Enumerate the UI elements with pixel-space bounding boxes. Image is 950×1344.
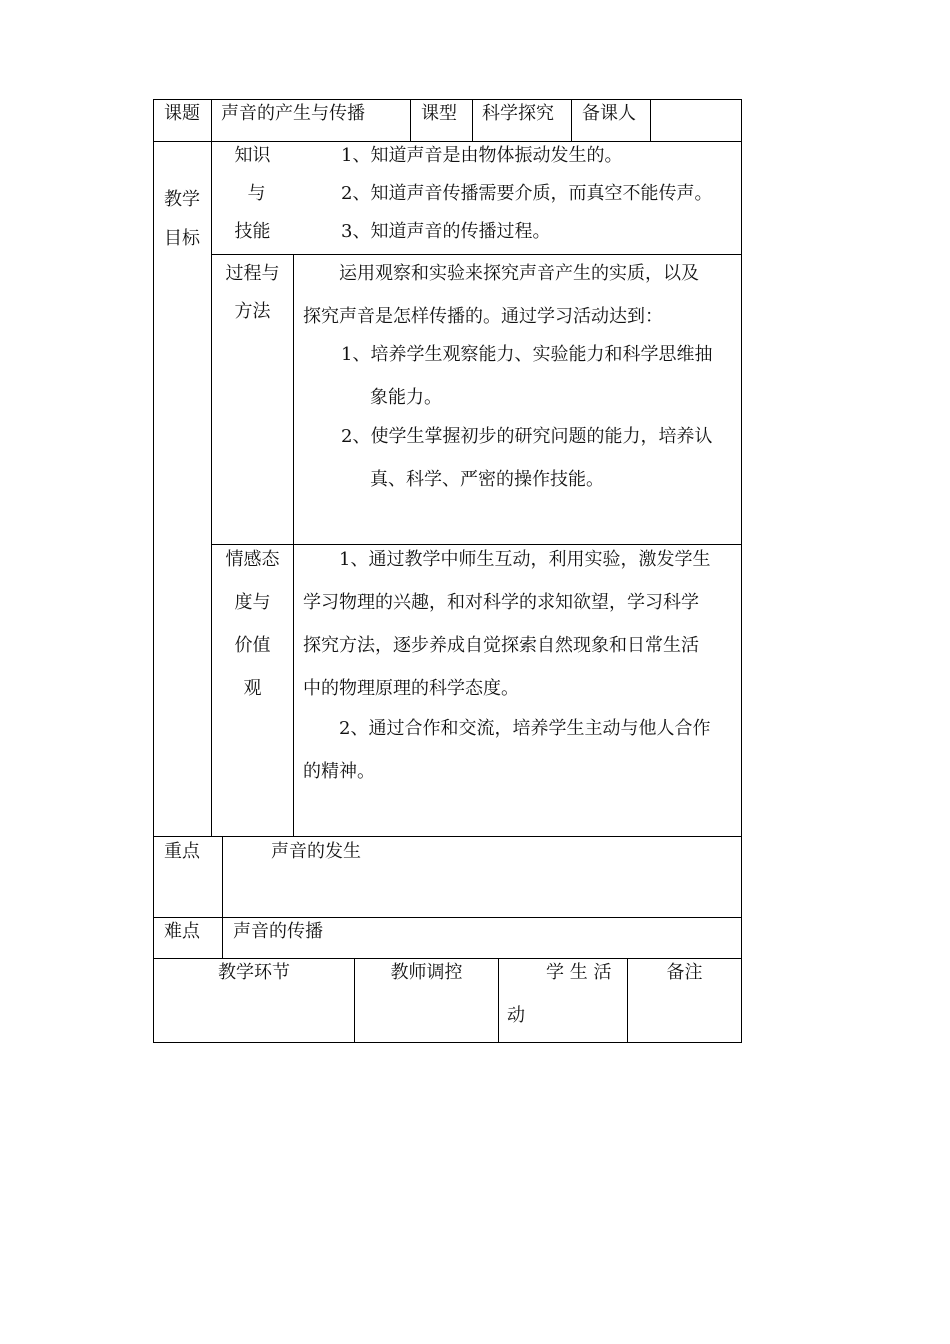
emotion-line: 2、通过合作和交流，培养学生主动与他人合作	[339, 718, 711, 739]
process-line: 1、培养学生观察能力、实验能力和科学思维抽	[341, 344, 713, 365]
emotion-label: 情感态	[225, 549, 280, 570]
col-divider	[222, 836, 223, 917]
knowledge-label: 知识	[234, 145, 271, 166]
steps-header-teaching-step: 教学环节	[218, 962, 290, 983]
process-label: 方法	[234, 301, 271, 322]
col-divider	[571, 99, 572, 141]
knowledge-item: 1、知道声音是由物体振动发生的。	[341, 145, 623, 166]
table-border-left	[153, 99, 154, 1043]
process-line: 真、科学、严密的操作技能。	[370, 469, 604, 490]
row-divider-knowledge	[211, 254, 742, 255]
col-divider	[472, 99, 473, 141]
topic-value: 声音的产生与传播	[221, 103, 365, 124]
table-border-right	[741, 99, 742, 1043]
col-divider	[222, 917, 223, 958]
col-divider	[211, 141, 212, 836]
goals-label-line1: 教学	[164, 189, 200, 210]
key-point-value: 声音的发生	[271, 841, 361, 862]
knowledge-item: 2、知道声音传播需要介质，而真空不能传声。	[341, 183, 713, 204]
type-label: 课型	[421, 103, 457, 124]
col-divider	[498, 958, 499, 1042]
emotion-line: 1、通过教学中师生互动，利用实验，激发学生	[339, 549, 711, 570]
knowledge-label: 技能	[234, 221, 271, 242]
emotion-label: 价值	[234, 635, 271, 656]
emotion-line: 探究方法，逐步养成自觉探索自然现象和日常生活	[303, 635, 699, 656]
knowledge-item: 3、知道声音的传播过程。	[341, 221, 551, 242]
steps-header-notes: 备注	[666, 962, 703, 983]
emotion-line: 学习物理的兴趣，和对科学的求知欲望，学习科学	[303, 592, 699, 613]
steps-header-teacher-control: 教师调控	[390, 962, 463, 983]
emotion-label: 观	[243, 678, 262, 699]
row-divider-header	[153, 141, 742, 142]
emotion-line: 的精神。	[303, 761, 375, 782]
row-divider-key-point	[153, 917, 742, 918]
row-divider-process	[211, 544, 742, 545]
col-divider	[293, 254, 294, 836]
row-divider-goals	[153, 836, 742, 837]
difficulty-label: 难点	[164, 921, 200, 942]
process-label: 过程与	[225, 263, 280, 284]
key-point-label: 重点	[164, 841, 200, 862]
type-value: 科学探究	[482, 103, 554, 124]
emotion-line: 中的物理原理的科学态度。	[303, 678, 519, 699]
steps-header-student-activity: 学 生 活	[546, 962, 612, 983]
process-line: 2、使学生掌握初步的研究问题的能力，培养认	[341, 426, 713, 447]
topic-label: 课题	[164, 103, 200, 124]
col-divider	[410, 99, 411, 141]
preparer-label: 备课人	[582, 103, 636, 124]
steps-header-student-activity: 动	[507, 1005, 525, 1026]
process-line: 象能力。	[370, 387, 442, 408]
row-divider-difficulty	[153, 958, 742, 959]
goals-label-line2: 目标	[164, 228, 200, 249]
difficulty-value: 声音的传播	[233, 921, 323, 942]
table-border-bottom	[153, 1042, 742, 1043]
process-line: 运用观察和实验来探究声音产生的实质，以及	[339, 263, 699, 284]
knowledge-label: 与	[247, 183, 266, 204]
emotion-label: 度与	[234, 592, 271, 613]
table-border-top	[153, 99, 742, 100]
col-divider	[211, 99, 212, 141]
col-divider	[650, 99, 651, 141]
process-line: 探究声音是怎样传播的。通过学习活动达到：	[303, 306, 663, 327]
